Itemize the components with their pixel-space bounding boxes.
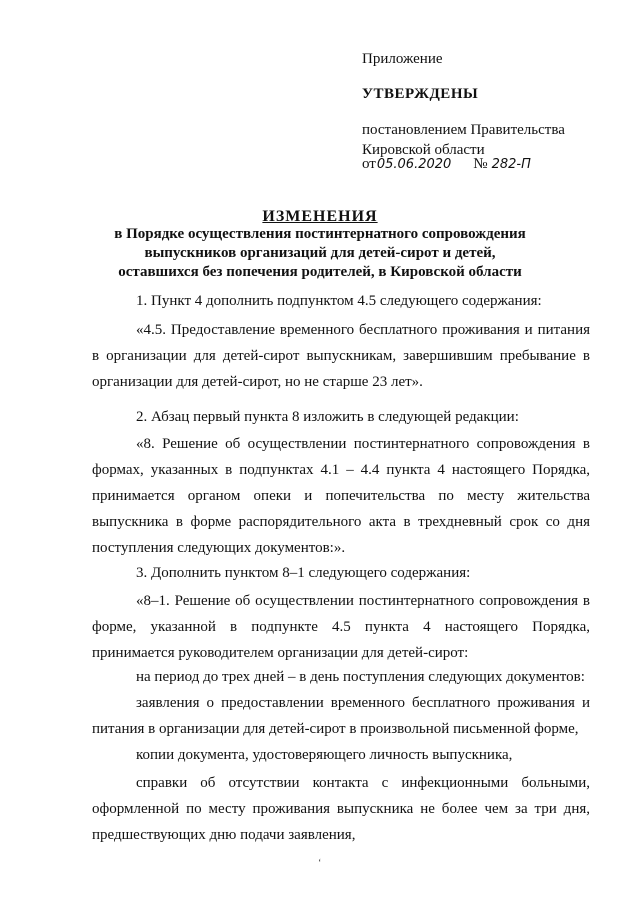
paragraph-new-8: «8. Решение об осуществлении постинтернатного сопровождения в формах, указанных в подпунктах 4.1 – 4.4 пункта 4 настоящего Порядка, принимается органом опеки и попечительства по месту жительства выпускника в форме распорядительного акта в трехдневный срок со дня поступления следующих документов:».: [92, 436, 590, 556]
scan-mark: ‘: [318, 858, 322, 869]
paragraph-new-4-5: «4.5. Предоставление временного бесплатного проживания и питания в организации для детей-сирот выпускникам, завершившим пребывание в организации для детей-сирот, но не старше 23 лет».: [92, 322, 590, 390]
appendix-label: Приложение: [362, 51, 443, 67]
paragraph-item-1: 1. Пункт 4 дополнить подпунктом 4.5 следующего содержания:: [136, 293, 542, 309]
paragraph-item-2: 2. Абзац первый пункта 8 изложить в следующей редакции:: [136, 409, 519, 425]
paragraph-item-3: 3. Дополнить пунктом 8–1 следующего содержания:: [136, 565, 471, 581]
paragraph-new-8-1: «8–1. Решение об осуществлении постинтернатного сопровождения в форме, указанной в подпункте 4.5 пункта 4 настоящего Порядка, принимается руководителем организации для детей-сирот:: [92, 593, 590, 661]
document-title: ИЗМЕНЕНИЯ: [262, 208, 378, 225]
date-prefix: от: [362, 156, 376, 172]
approved-label: УТВЕРЖДЕНЫ: [362, 86, 479, 102]
handwritten-number: 282-П: [491, 157, 531, 172]
handwritten-date: 05.06.2020: [376, 157, 452, 172]
number-label: №: [473, 156, 488, 172]
list-item-certificate: справки об отсутствии контакта с инфекционными больными, оформленной по месту проживания выпускника не более чем за три дня, предшествующих дню подачи заявления,: [92, 775, 590, 843]
paragraph-period: на период до трех дней – в день поступления следующих документов:: [136, 669, 585, 685]
document-subtitle: в Порядке осуществления постинтернатного сопровождения выпускников организаций для детей-сирот и детей, оставшихся без попечения родителей, в Кировской области: [114, 226, 526, 280]
list-item-application: заявления о предоставлении временного бесплатного проживания и питания в организации для детей-сирот в произвольной письменной форме,: [92, 695, 590, 737]
list-item-id-copy: копии документа, удостоверяющего личность выпускника,: [136, 747, 513, 763]
decree-date-line: [362, 154, 531, 175]
decree-reference: постановлением Правительства Кировской области: [362, 122, 565, 158]
